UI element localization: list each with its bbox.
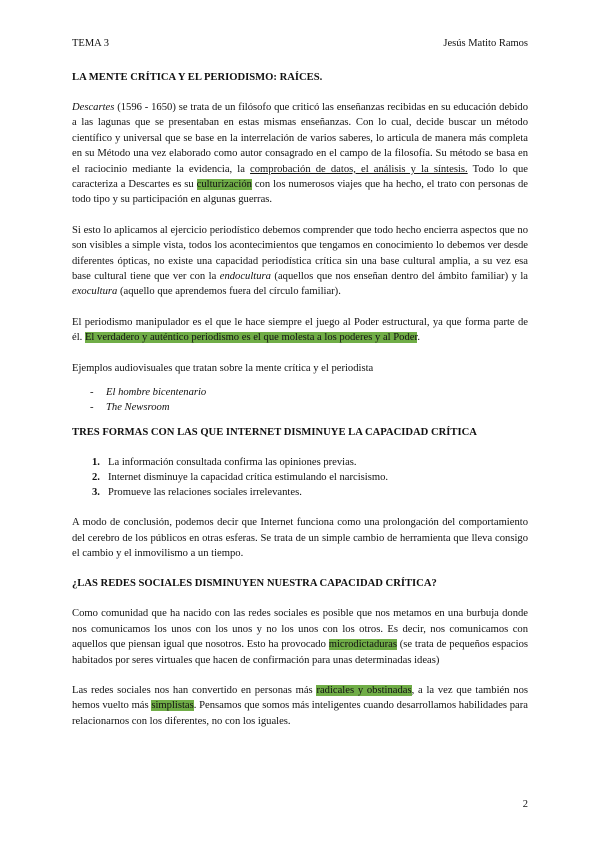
list-item: - El hombre bicentenario [90,386,528,401]
italic-endocultura: endocultura [219,271,271,283]
underlined-text: comprobación de datos, el análisis y la síntesis. [250,163,468,175]
list-item: - The Newsroom [90,401,528,416]
highlight-radicales: radicales y obstinadas [316,684,412,696]
header-topic: TEMA 3 [72,38,110,49]
list-item: 1. La información consultada confirma las opiniones previas. [92,455,528,470]
paragraph-manipulador: El periodismo manipulador es el que le hace siempre el juego al Poder estructural, ya que forma parte de él. El verdadero y auténtico periodismo es el que molesta a los poderes y al Poder. [72,316,528,344]
list-item: 2. Internet disminuye la capacidad crítica estimulando el narcisismo. [92,470,528,485]
list-item: 3. Promueve las relaciones sociales irrelevantes. [92,485,528,500]
examples-intro: Ejemplos audiovisuales que tratan sobre la mente crítica y el periodista [72,362,374,374]
paragraph-conclusion: A modo de conclusión, podemos decir que Internet funciona como una prolongación del comportamiento del cerebro de los públicos en otras esferas. Se trata de un simple cambio de herramienta que lleva consigo el cambio y el inmovilismo a un tiempo. [72,517,528,559]
italic-exocultura: exocultura [72,286,118,298]
highlight-verdadero-periodismo: El verdadero y auténtico periodismo es el que molesta a los poderes y al Poder [84,332,418,344]
section-title-redes: ¿LAS REDES SOCIALES DISMINUYEN NUESTRA CAPACIDAD CRÍTICA? [72,578,437,590]
header-author: Jesús Matito Ramos [443,38,528,49]
italic-descartes: Descartes [72,102,115,113]
numbered-list [72,455,528,500]
page-body [72,70,528,729]
highlight-culturizacion: culturización [196,179,252,191]
highlight-microdictaduras: microdictaduras [328,639,397,651]
paragraph-periodistico: Si esto lo aplicamos al ejercicio periodístico debemos comprender que todo hecho encierra aspectos que no son visibles a simple vista, todos los acontecimientos que tengamos en conocimiento lo debemos ver desde diferentes ópticas, no existe una capacidad periodística crítica sin una base cultural amplia, a su vez esa base cultural tiene que ver con la endocultura (aquellos que nos enseñan dentro del ámbito familiar) y la exocultura (aquello que aprendemos fuera del círculo familiar). [72,224,528,298]
paragraph-descartes: Descartes (1596 - 1650) se trata de un filósofo que criticó las enseñanzas recibidas en su educación debido a las lagunas que se presentaban en estas mismas enseñanzas. Con lo cual, decide buscar un método científico y universal que se base en la interrelación de varios saberes, lo articula de manera más completa en su Método una vez elaborado como autor consagrado en el campo de la filosofía. Su método se basa en el raciocinio mediante la evidencia, la comprobación de datos, el análisis y la síntesis. Todo lo que caracteriza a Descartes es su culturización con los numerosos viajes que ha hecho, el trato con personas de todo tipo y su participación en algunas guerras. [72,102,528,206]
paragraph-redes-radicales: Las redes sociales nos han convertido en personas más radicales y obstinadas, a la vez que también nos hemos vuelto más simplistas. Pensamos que somos más inteligentes cuando desarrollamos habilidades para relacionarnos con los diferentes, no con los iguales. [72,684,528,727]
page-number: 2 [522,799,528,810]
paragraph-burbuja: Como comunidad que ha nacido con las redes sociales es posible que nos metamos en una burbuja donde nos comunicamos los unos con los unos y no los unos con los otros. Es decir, nos comunicamos con aquellos que piensan igual que nosotros. Esto ha provocado microdictaduras (se trata de pequeños espacios habitados por seres virtuales que hacen de confirmación para unas determinadas ideas) [72,608,529,666]
highlight-simplistas: simplistas [151,700,194,712]
examples-list [72,386,528,415]
section-title-mente-critica: LA MENTE CRÍTICA Y EL PERIODISMO: RAÍCES. [72,72,323,83]
section-title-internet: TRES FORMAS CON LAS QUE INTERNET DISMINUYE LA CAPACIDAD CRÍTICA [72,427,477,439]
